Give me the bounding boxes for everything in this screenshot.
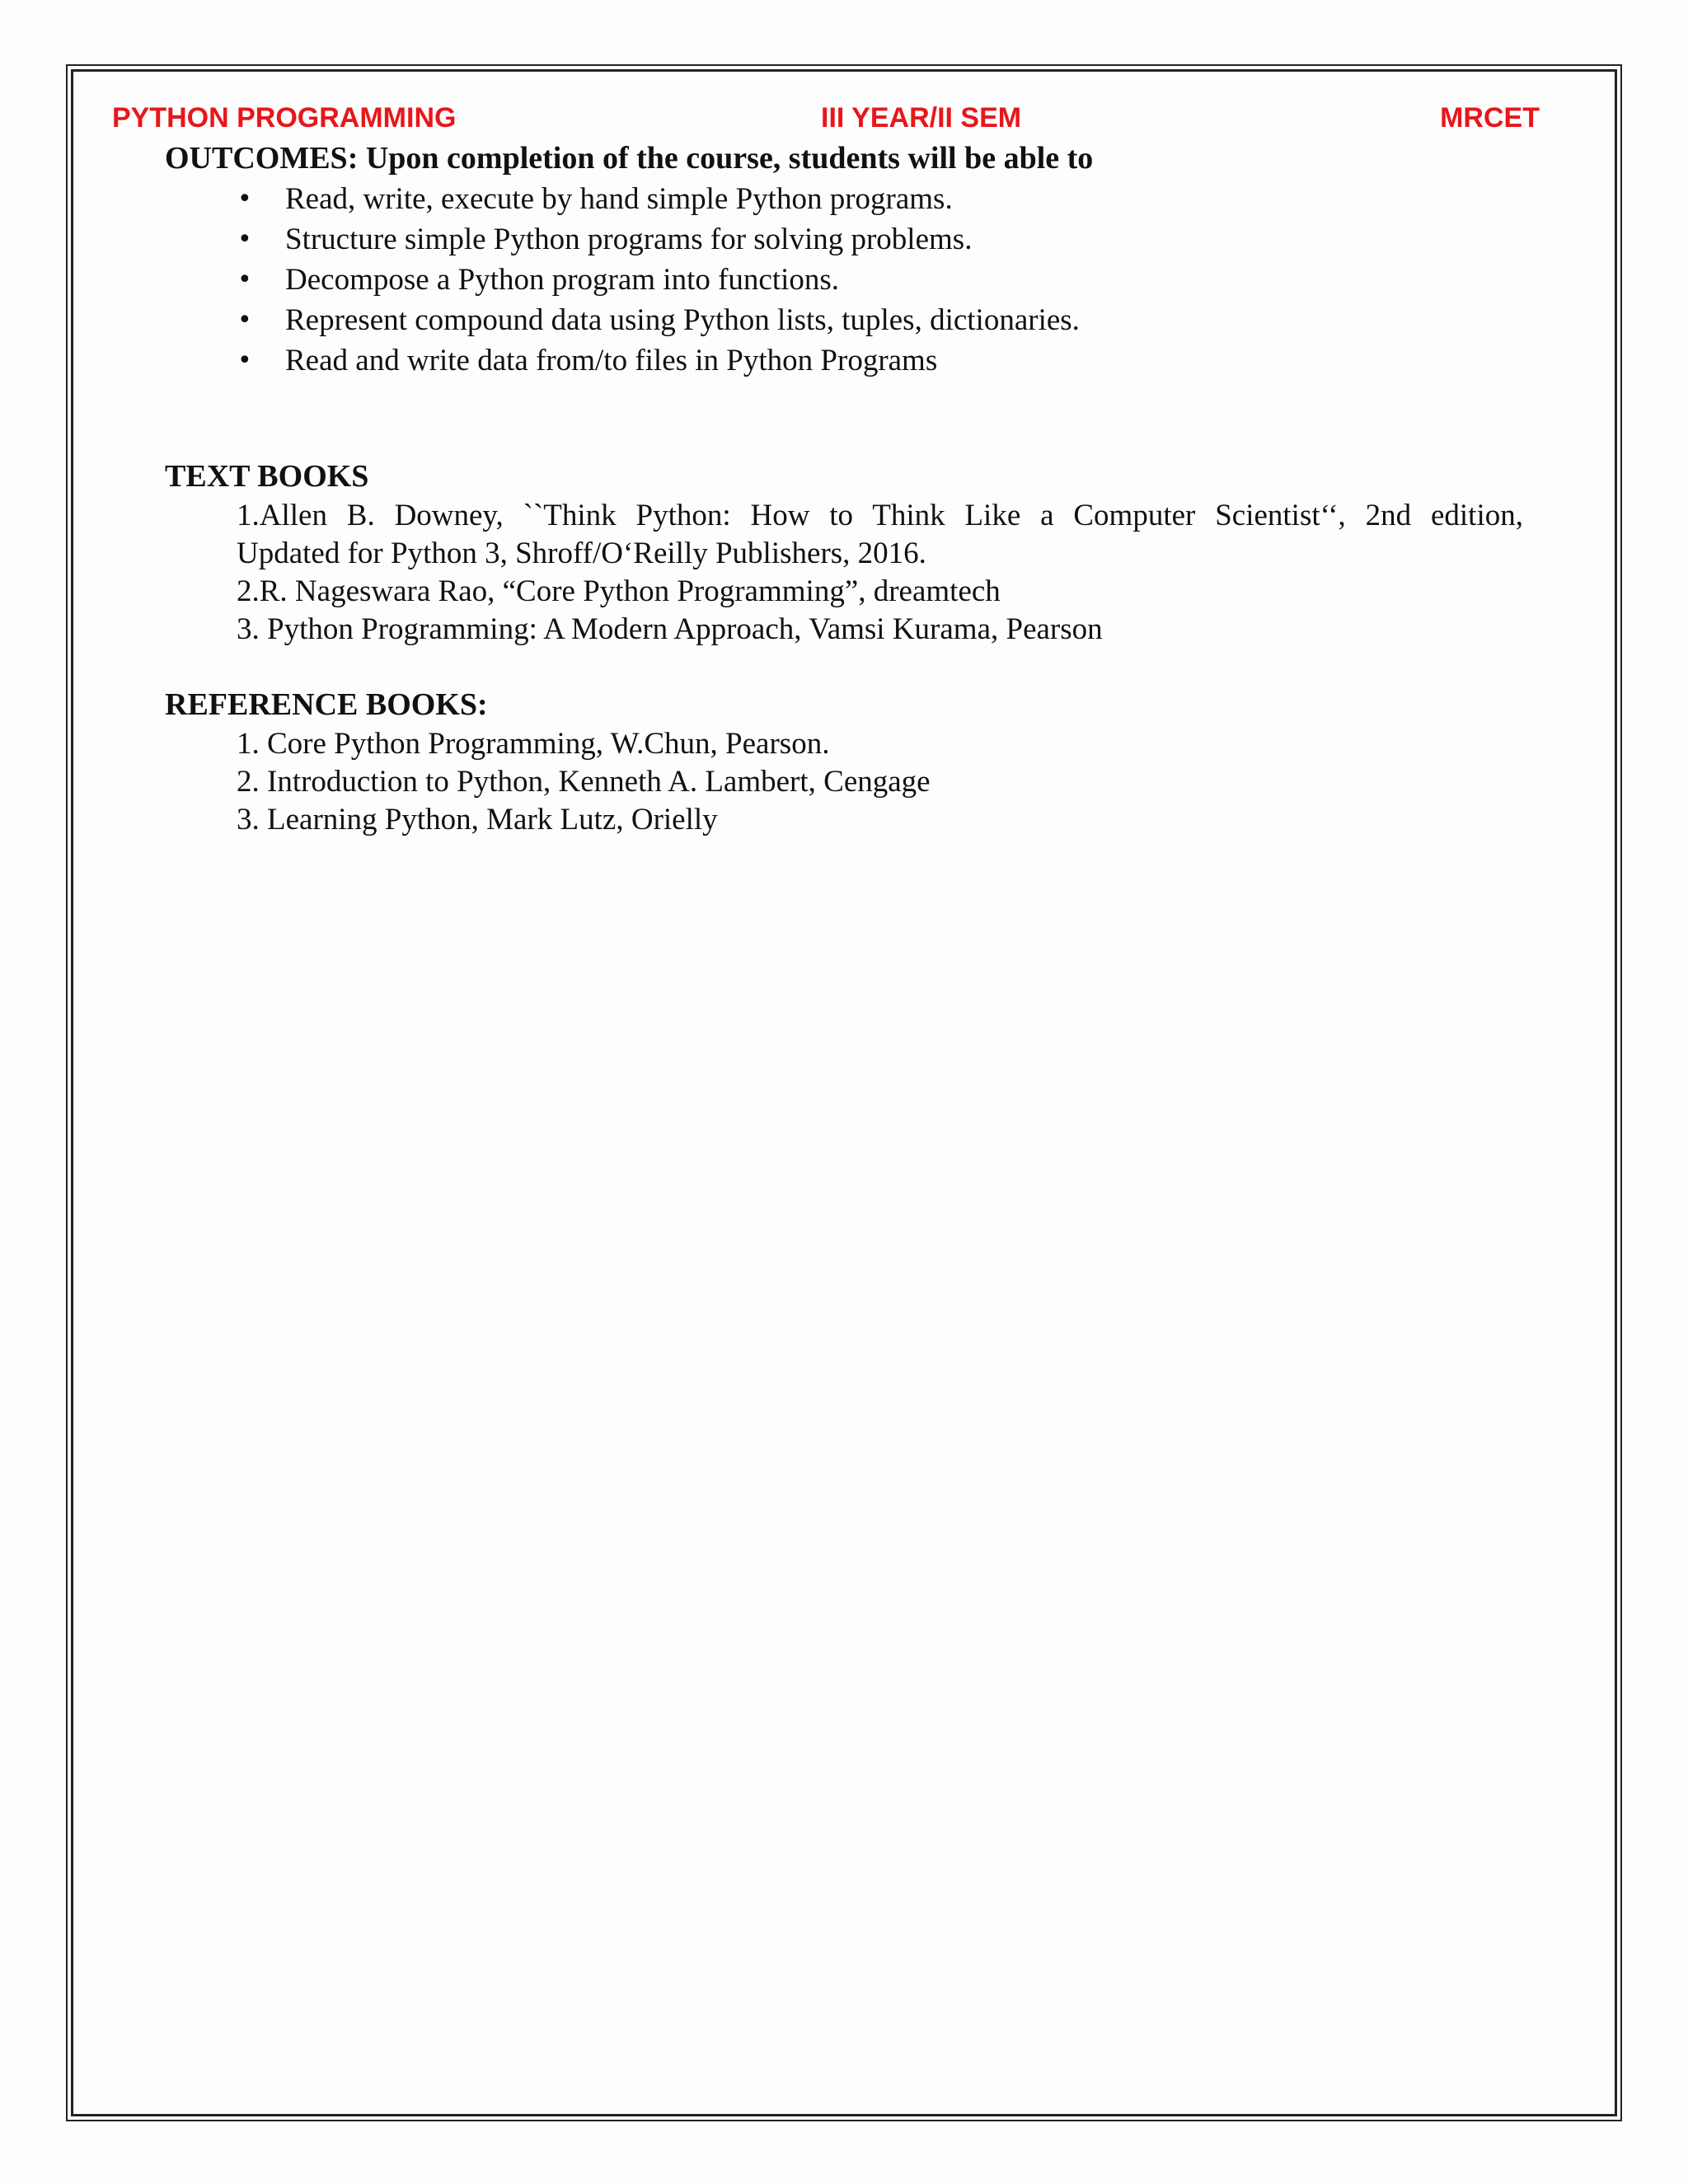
outcome-text: Decompose a Python program into functions. [285, 263, 840, 297]
list-item [165, 219, 1523, 260]
list-item [165, 179, 1523, 219]
header-course-title: PYTHON PROGRAMMING [112, 102, 457, 134]
outcomes-list [165, 179, 1523, 381]
header-institution: MRCET [1440, 102, 1540, 134]
text-books-heading: TEXT BOOKS [165, 459, 369, 494]
bullet-icon: • [237, 346, 252, 375]
reference-book-1: 1. Core Python Programming, W.Chun, Pearson. [237, 727, 830, 761]
reference-book-3: 3. Learning Python, Mark Lutz, Orielly [237, 803, 718, 837]
page-header [112, 102, 1540, 138]
text-books-list [165, 497, 1523, 649]
outcome-text: Read and write data from/to files in Python Programs [285, 344, 938, 377]
outcome-text: Structure simple Python programs for solving problems. [285, 223, 973, 256]
reference-books-heading: REFERENCE BOOKS: [165, 687, 488, 722]
outcome-text: Read, write, execute by hand simple Python programs. [285, 182, 953, 216]
bullet-icon: • [237, 306, 252, 335]
page-content [165, 138, 1523, 839]
outcomes-heading: OUTCOMES: Upon completion of the course, students will be able to [165, 141, 1094, 176]
outcome-text: Represent compound data using Python lists, tuples, dictionaries. [285, 303, 1080, 337]
reference-books-list [165, 725, 1523, 839]
text-book-2: 2.R. Nageswara Rao, “Core Python Programming”, dreamtech [237, 574, 1001, 608]
bullet-icon: • [237, 185, 252, 213]
bullet-icon: • [237, 265, 252, 294]
list-item [165, 340, 1523, 381]
text-book-3: 3. Python Programming: A Modern Approach, Vamsi Kurama, Pearson [237, 612, 1103, 646]
list-item [165, 300, 1523, 340]
bullet-icon: • [237, 225, 252, 254]
text-book-1-line-2: Updated for Python 3, Shroff/O‘Reilly Publishers, 2016. [237, 537, 926, 570]
reference-book-2: 2. Introduction to Python, Kenneth A. Lambert, Cengage [237, 765, 931, 799]
header-year-semester: III YEAR/II SEM [821, 102, 1022, 134]
text-book-1-line-1: 1.Allen B. Downey, ``Think Python: How to Think Like a Computer Scientist‘‘, 2nd edition, [237, 499, 1523, 532]
list-item [165, 260, 1523, 300]
